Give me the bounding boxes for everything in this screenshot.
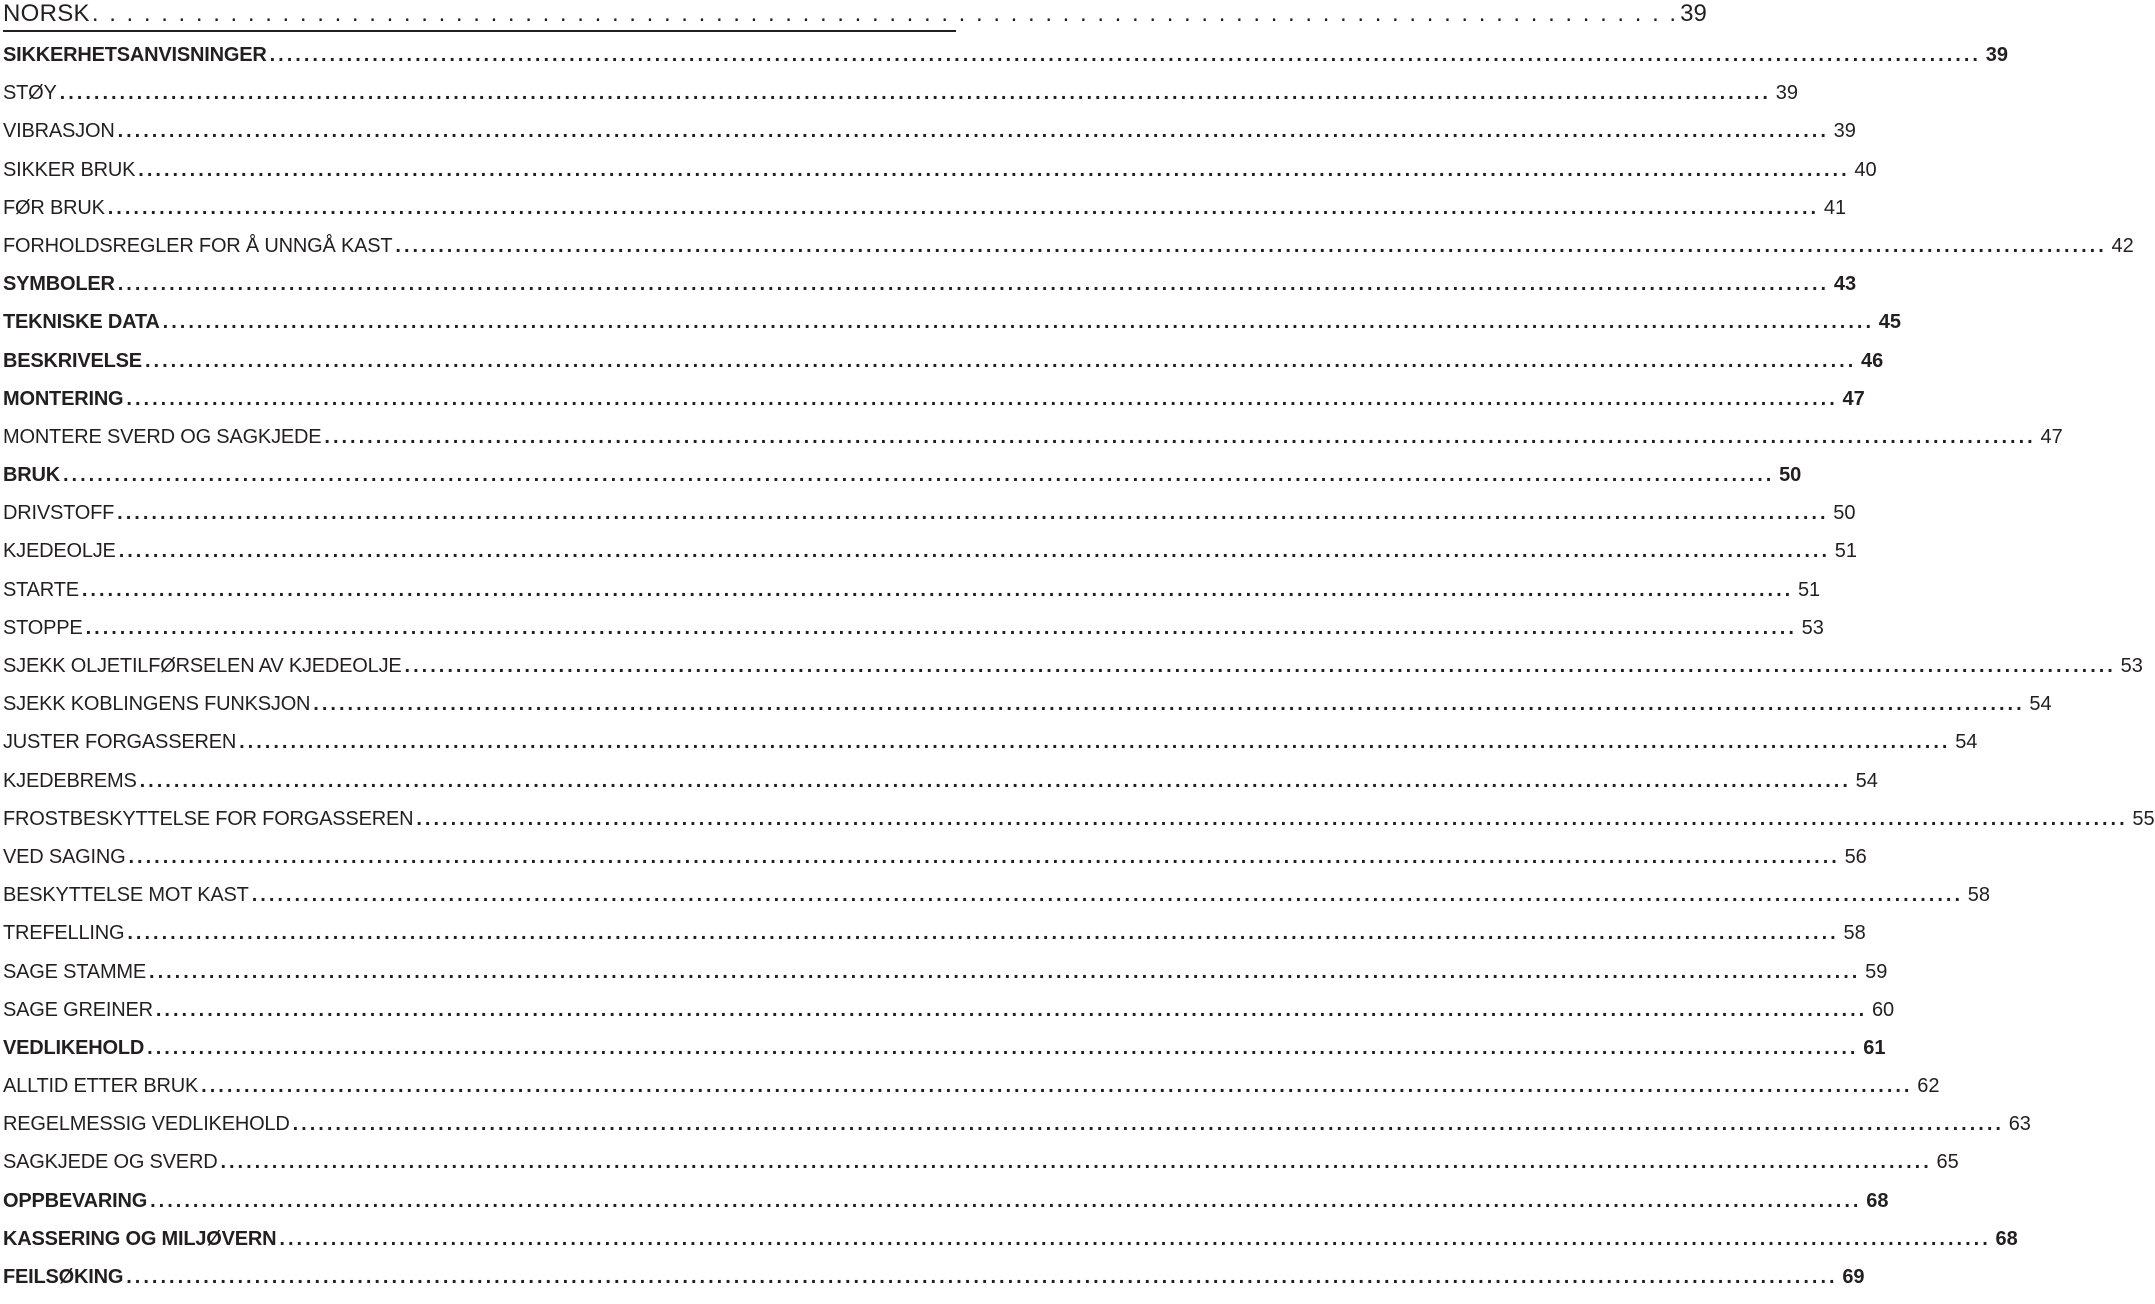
dot-leader: ........................................................................................................................................................................................................ bbox=[117, 120, 1829, 143]
toc-entry-page: 50 bbox=[1833, 502, 1856, 525]
dot-leader: ........................................................................................................................................................................................................ bbox=[59, 82, 1771, 105]
toc-entry[interactable] bbox=[3, 158, 1877, 197]
toc-title-row[interactable] bbox=[3, 0, 1707, 32]
dot-leader: ........................................................................................................................................................................................................ bbox=[117, 502, 1829, 525]
toc-entry-page: 40 bbox=[1854, 158, 1877, 181]
dot-leader: ........................................................................................................................................................................................................ bbox=[251, 884, 1964, 907]
toc-entry-label: SAGKJEDE OG SVERD bbox=[3, 1151, 218, 1174]
toc-entry-label: OPPBEVARING bbox=[3, 1189, 148, 1212]
toc-entry[interactable] bbox=[3, 1151, 1959, 1189]
toc-entry[interactable] bbox=[3, 998, 1895, 1037]
dot-leader: ........................................................................................................................................................................................................ bbox=[85, 616, 1797, 639]
dot-leader: ........................................................................................................................................................................................................ bbox=[128, 845, 1840, 868]
toc-entry[interactable] bbox=[3, 311, 1901, 349]
toc-entry[interactable] bbox=[3, 44, 2008, 82]
toc-entry-page: 54 bbox=[1855, 769, 1878, 792]
toc-entry-page: 68 bbox=[1995, 1227, 2018, 1250]
toc-entry[interactable] bbox=[3, 922, 1866, 960]
dot-leader: ........................................................................................................................................................................................................ bbox=[279, 1227, 1991, 1250]
dot-leader: ........................................................................................................................................................................................................ bbox=[150, 1189, 1862, 1212]
dot-leader: ........................................................................................................................................................................................................ bbox=[220, 1151, 1932, 1174]
toc-entry-page: 46 bbox=[1861, 349, 1884, 372]
dot-leader: ........................................................................................................................................................................................................ bbox=[139, 769, 1851, 792]
toc-entry-label: JUSTER FORGASSEREN bbox=[3, 731, 237, 754]
dot-leader: ........................................................................................................................................................................................................ bbox=[324, 425, 2036, 448]
toc-entry-page: 53 bbox=[1801, 616, 1824, 639]
toc-entry-page: 51 bbox=[1797, 578, 1821, 601]
toc-entry-label: DRIVSTOFF bbox=[3, 502, 115, 525]
toc-entry-page: 43 bbox=[1833, 273, 1857, 296]
toc-entry-label: FEILSØKING bbox=[3, 1266, 124, 1288]
dot-leader: ........................................................................................................................................................................................................ bbox=[147, 1036, 1859, 1059]
toc-entry[interactable] bbox=[3, 234, 2134, 273]
toc-entry-page: 65 bbox=[1936, 1151, 1959, 1174]
toc-entry-label: SJEKK KOBLINGENS FUNKSJON bbox=[3, 693, 311, 716]
dot-leader: ........................................................................................................................................................................................................ bbox=[404, 655, 2116, 677]
toc-entry[interactable] bbox=[3, 1075, 1940, 1113]
toc-entry[interactable] bbox=[3, 120, 1856, 158]
dot-leader: ........................................................................................................................................................................................................ bbox=[162, 311, 1874, 334]
dot-leader: ........................................................................................................................................................................................................ bbox=[239, 731, 1951, 754]
toc-entry-page: 62 bbox=[1917, 1075, 1940, 1098]
toc-entry[interactable] bbox=[3, 273, 1857, 311]
toc-entry[interactable] bbox=[3, 502, 1856, 540]
toc-entry[interactable] bbox=[3, 616, 1824, 655]
toc-entry-page: 61 bbox=[1863, 1036, 1886, 1059]
toc-entry[interactable] bbox=[3, 196, 1847, 235]
toc-entry-label: SAGE GREINER bbox=[3, 998, 153, 1021]
toc-entry-label: VED SAGING bbox=[3, 845, 126, 868]
toc-entry-label: ALLTID ETTER BRUK bbox=[3, 1075, 199, 1098]
toc-entry-label: TREFELLING bbox=[3, 922, 125, 945]
toc-entry-page: 59 bbox=[1865, 960, 1888, 983]
toc-entry[interactable] bbox=[3, 387, 1865, 426]
toc-entry-label: TEKNISKE DATA bbox=[3, 311, 160, 334]
toc-entry-label: SYMBOLER bbox=[3, 273, 115, 296]
toc-entry-label: VEDLIKEHOLD bbox=[3, 1036, 145, 1059]
toc-entry[interactable] bbox=[3, 464, 1802, 502]
toc-entry-page: 39 bbox=[1985, 44, 2008, 66]
toc-entry-label: BESKRIVELSE bbox=[3, 349, 142, 372]
toc-entry-label: SJEKK OLJETILFØRSELEN AV KJEDEOLJE bbox=[3, 655, 402, 677]
toc-entry-page: 53 bbox=[2120, 655, 2143, 677]
toc-entry-page: 63 bbox=[2008, 1113, 2031, 1136]
dot-leader: ........................................................................................................................................................................................................ bbox=[126, 1266, 1838, 1288]
toc-entry-label: FROSTBESKYTTELSE FOR FORGASSEREN bbox=[3, 807, 414, 830]
toc-entry-label: KJEDEBREMS bbox=[3, 769, 137, 792]
toc-entry[interactable] bbox=[3, 1189, 1889, 1228]
toc-entry[interactable] bbox=[3, 1113, 2031, 1151]
toc-entry-page: 55 bbox=[2132, 807, 2155, 830]
toc-entry[interactable] bbox=[3, 960, 1888, 999]
toc-entry-page: 41 bbox=[1823, 196, 1847, 219]
toc-entry-label: KASSERING OG MILJØVERN bbox=[3, 1227, 277, 1250]
toc-entry[interactable] bbox=[3, 731, 1978, 769]
toc-entry[interactable] bbox=[3, 655, 2143, 693]
dot-leader: ........................................................................................................................................................................................................ bbox=[107, 196, 1820, 219]
toc-entry-label: REGELMESSIG VEDLIKEHOLD bbox=[3, 1113, 290, 1136]
table-of-contents bbox=[3, 0, 2155, 1304]
dot-leader: ........................................................................................................................................................................................................ bbox=[313, 693, 2025, 716]
dot-leader: . . . . . . . . . . . . . . . . . . . . . . . . . . . . . . . . . . . . . . . . . . . . . . . . . . . . . . . . . . . . . . . . . . . . . . . . . . . . . . . . . . . . . . . . . . . . bbox=[91, 0, 1679, 27]
toc-entry-page: 54 bbox=[2029, 693, 2052, 716]
dot-leader: ........................................................................................................................................................................................................ bbox=[292, 1113, 2004, 1136]
dot-leader: ........................................................................................................................................................................................................ bbox=[138, 158, 1850, 181]
dot-leader: ........................................................................................................................................................................................................ bbox=[416, 807, 2128, 830]
toc-entry-page: 54 bbox=[1955, 731, 1978, 754]
toc-entry[interactable] bbox=[3, 1266, 1865, 1304]
toc-entry-page: 39 bbox=[1775, 82, 1798, 105]
toc-entry[interactable] bbox=[3, 578, 1821, 617]
toc-entry-label: BESKYTTELSE MOT KAST bbox=[3, 884, 249, 907]
dot-leader: ........................................................................................................................................................................................................ bbox=[201, 1075, 1913, 1098]
toc-entry[interactable] bbox=[3, 693, 2052, 731]
toc-entry-label: VIBRASJON bbox=[3, 120, 115, 143]
toc-entry-label: STOPPE bbox=[3, 616, 83, 639]
toc-entry[interactable] bbox=[3, 884, 1991, 922]
dot-leader: ........................................................................................................................................................................................................ bbox=[126, 387, 1838, 410]
toc-entry-page: 60 bbox=[1871, 998, 1895, 1021]
toc-entry[interactable] bbox=[3, 1036, 1886, 1075]
toc-entry-page: 45 bbox=[1878, 311, 1901, 334]
dot-leader: ........................................................................................................................................................................................................ bbox=[127, 922, 1839, 945]
dot-leader: ........................................................................................................................................................................................................ bbox=[62, 464, 1775, 487]
toc-entry[interactable] bbox=[3, 349, 1884, 388]
toc-entry-label: FORHOLDSREGLER FOR Å UNNGÅ KAST bbox=[3, 234, 393, 257]
dot-leader: ........................................................................................................................................................................................................ bbox=[144, 349, 1857, 372]
toc-entry-page: 47 bbox=[2040, 425, 2063, 448]
toc-entry[interactable] bbox=[3, 540, 1858, 578]
toc-entry-label: STARTE bbox=[3, 578, 79, 601]
toc-entry-page: 58 bbox=[1843, 922, 1866, 945]
toc-entry-label: SIKKER BRUK bbox=[3, 158, 136, 181]
toc-entries bbox=[3, 44, 2155, 1304]
toc-entry[interactable] bbox=[3, 845, 1867, 884]
dot-leader: ........................................................................................................................................................................................................ bbox=[117, 273, 1830, 296]
toc-entry-page: 47 bbox=[1842, 387, 1865, 410]
toc-entry[interactable] bbox=[3, 82, 1798, 120]
toc-entry-page: 56 bbox=[1844, 845, 1867, 868]
toc-entry-label: STØY bbox=[3, 82, 57, 105]
dot-leader: ........................................................................................................................................................................................................ bbox=[81, 578, 1794, 601]
toc-entry-page: 42 bbox=[2111, 234, 2134, 257]
toc-entry-page: 58 bbox=[1967, 884, 1991, 907]
dot-leader: ........................................................................................................................................................................................................ bbox=[395, 234, 2107, 257]
toc-entry-label: BRUK bbox=[3, 464, 60, 487]
toc-title-page: 39 bbox=[1680, 0, 1707, 27]
toc-entry-page: 68 bbox=[1866, 1189, 1889, 1212]
toc-entry[interactable] bbox=[3, 425, 2063, 464]
toc-entry-label: SAGE STAMME bbox=[3, 960, 147, 983]
toc-entry-label: SIKKERHETSANVISNINGER bbox=[3, 44, 267, 66]
toc-entry-label: KJEDEOLJE bbox=[3, 540, 116, 563]
toc-title: NORSK bbox=[3, 0, 90, 27]
dot-leader: ........................................................................................................................................................................................................ bbox=[269, 44, 1981, 66]
toc-entry[interactable] bbox=[3, 1227, 2018, 1266]
dot-leader: ........................................................................................................................................................................................................ bbox=[118, 540, 1831, 563]
toc-entry-page: 39 bbox=[1833, 120, 1856, 143]
toc-entry-page: 69 bbox=[1842, 1266, 1865, 1288]
toc-entry-label: FØR BRUK bbox=[3, 196, 105, 219]
toc-entry[interactable] bbox=[3, 769, 1878, 808]
toc-entry-page: 51 bbox=[1834, 540, 1858, 563]
toc-entry[interactable] bbox=[3, 807, 2155, 846]
toc-entry-label: MONTERE SVERD OG SAGKJEDE bbox=[3, 425, 322, 448]
dot-leader: ........................................................................................................................................................................................................ bbox=[149, 960, 1861, 983]
toc-entry-label: MONTERING bbox=[3, 387, 124, 410]
toc-entry-page: 50 bbox=[1779, 464, 1802, 487]
dot-leader: ........................................................................................................................................................................................................ bbox=[155, 998, 1868, 1021]
